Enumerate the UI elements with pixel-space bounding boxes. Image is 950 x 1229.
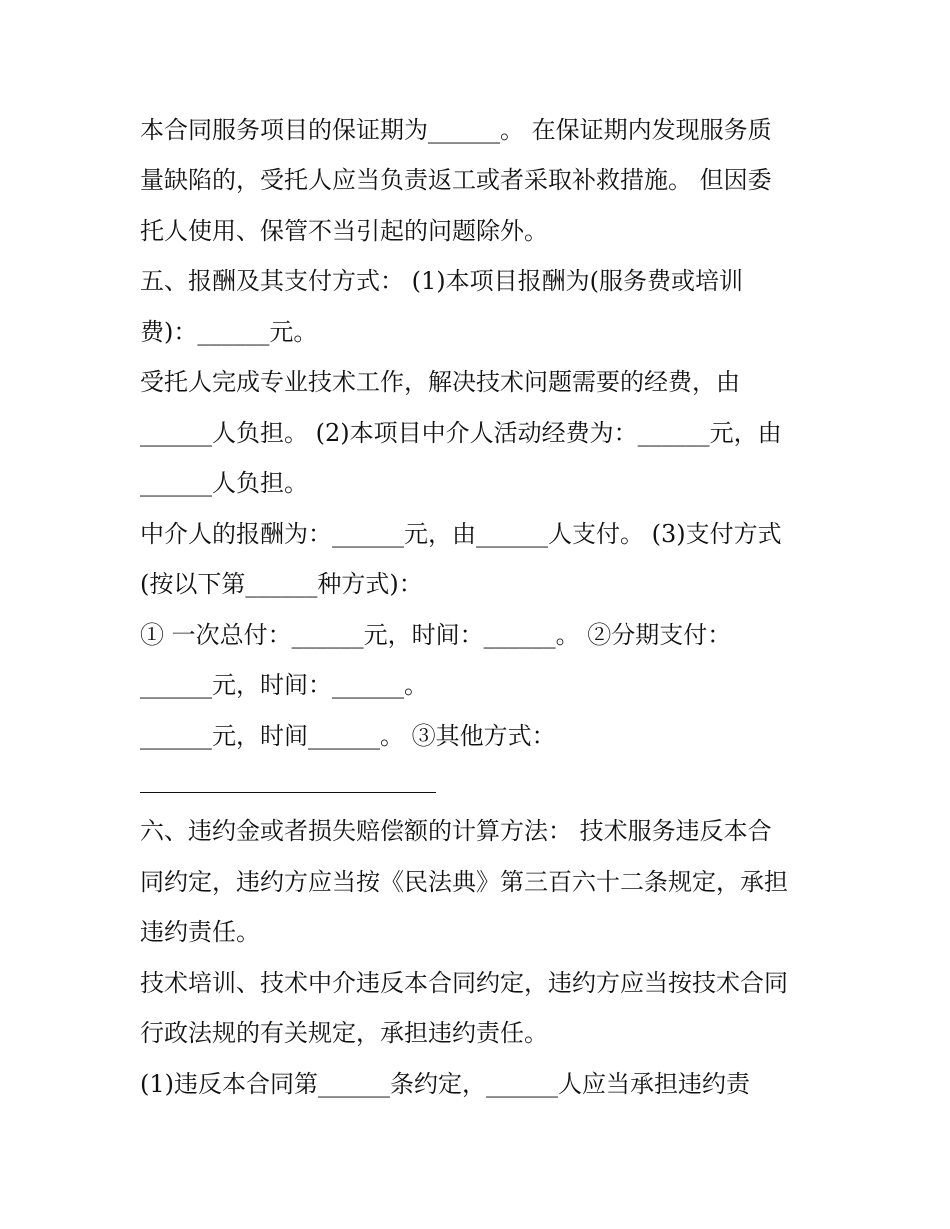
text-line: 量缺陷的，受托人应当负责返工或者采取补救措施。 但因委 — [140, 166, 772, 194]
text-line: 受托人完成专业技术工作，解决技术问题需要的经费，由 — [140, 368, 740, 396]
text-line: ______元，时间______。 ③其他方式： — [140, 722, 556, 750]
section-heading-5: 五、报酬及其支付方式： (1)本项目报酬为(服务费或培训 — [140, 267, 743, 295]
text-line: (1)违反本合同第______条约定，______人应当承担违约责 — [140, 1070, 750, 1098]
text-line: ______元，时间：______。 — [140, 671, 428, 699]
text-line: ______人负担。 (2)本项目中介人活动经费为：______元，由 — [140, 419, 782, 447]
text-line: 技术培训、技术中介违反本合同约定，违约方应当按技术合同 — [140, 969, 788, 997]
text-line: 中介人的报酬为：______元，由______人支付。 (3)支付方式 — [140, 520, 782, 548]
text-line: 同约定，违约方应当按《民法典》第三百六十二条规定，承担 — [140, 868, 788, 896]
text-line: 行政法规的有关规定，承担违约责任。 — [140, 1019, 548, 1047]
section-heading-6: 六、违约金或者损失赔偿额的计算方法： 技术服务违反本合 — [140, 817, 772, 845]
blank-fill-line — [140, 792, 436, 793]
text-line: 违约责任。 — [140, 918, 260, 946]
text-line: ______人负担。 — [140, 469, 308, 497]
text-line: ① 一次总付：______元，时间：______。 ②分期支付： — [140, 621, 732, 649]
text-line: (按以下第______种方式)： — [140, 570, 423, 598]
text-line: 托人使用、保管不当引起的问题除外。 — [140, 217, 548, 245]
text-line: 本合同服务项目的保证期为______。 在保证期内发现服务质 — [140, 116, 772, 144]
text-line: 费)：______元。 — [140, 318, 318, 346]
